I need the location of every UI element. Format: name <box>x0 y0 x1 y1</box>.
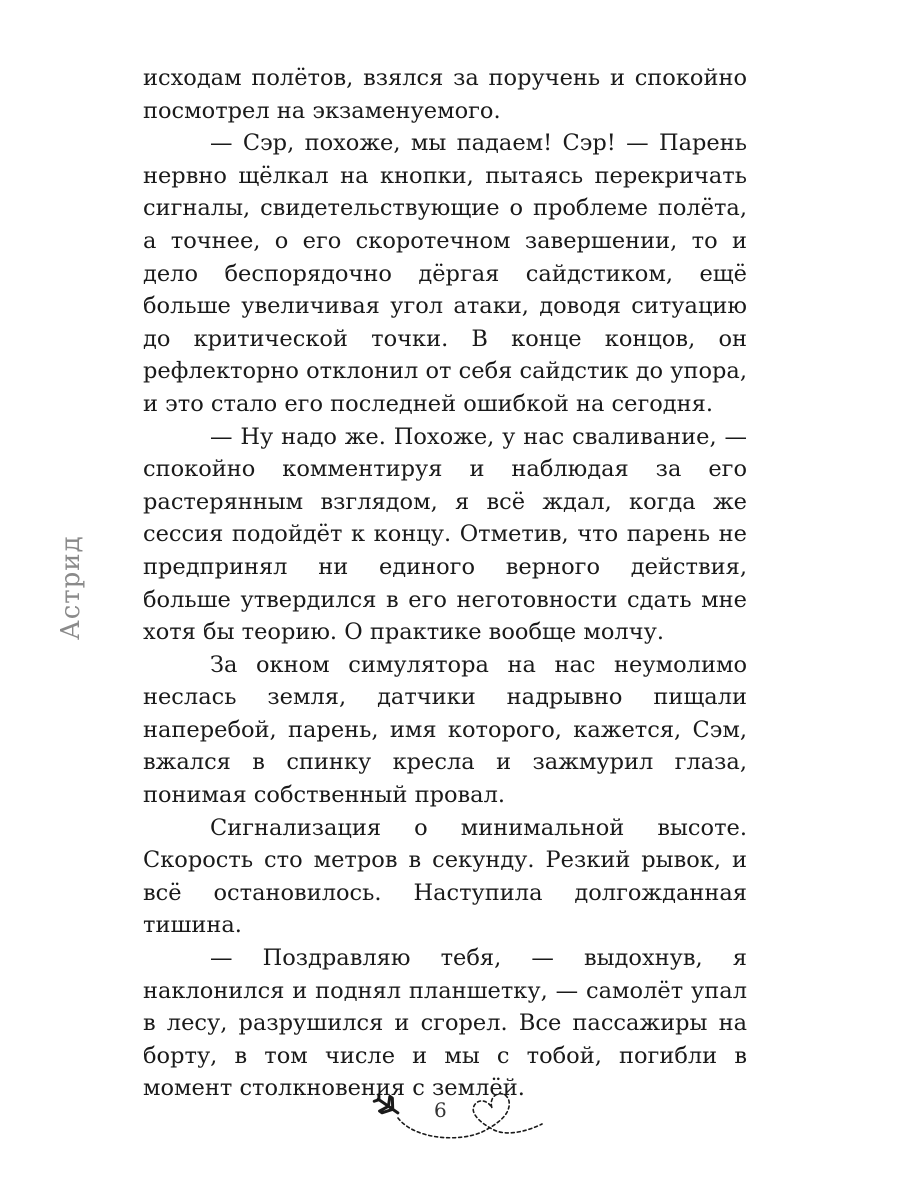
paragraph: За окном симулятора на нас неумолимо неслась земля, датчики надрывно пищали наперебой, парень, имя которого, кажется, Сэм, вжался в спинку кресла и зажмурил глаза, понимая собственный провал. <box>143 651 747 809</box>
running-head-title: Астрид <box>56 535 86 640</box>
airplane-icon <box>371 1091 403 1121</box>
paragraph: — Поздравляю тебя, — выдохнув, я наклонился и поднял планшетку, — самолёт упал в лесу, разрушился и сгорел. Все пассажиры на борту, в том числе и мы с тобой, погибли в момент столкновения с землёй. <box>143 945 747 1102</box>
airplane-heart-icon <box>370 1080 550 1150</box>
dashed-trail <box>398 1094 542 1138</box>
paragraph: — Сэр, похоже, мы падаем! Сэр! — Парень нервно щёлкал на кнопки, пытаясь перекричать сигналы, свидетельствующие о проблеме полёта, а точнее, о его скоротечном завершении, то и дело беспорядочно дёргая сайдстиком, ещё больше увеличивая угол атаки, доводя ситуацию до критической точки. В конце концов, он рефлекторно отклонил от себя сайдстик до упора, и это стало его последней ошибкой на сегодня. <box>143 130 747 417</box>
paragraph: исходам полётов, взялся за поручень и спокойно посмотрел на экзаменуемого. <box>143 65 747 124</box>
paragraph: — Ну надо же. Похоже, у нас сваливание, — спокойно комментируя и наблюдая за его растерянным взглядом, я всё ждал, когда же сессия подойдёт к концу. Отметив, что парень не предпринял ни единого верного действия, больше утвердился в его неготовности сдать мне хотя бы теорию. О практике вообще молчу. <box>143 423 747 646</box>
body-text <box>143 62 747 1105</box>
paragraph: Сигнализация о минимальной высоте. Скорость сто метров в секунду. Резкий рывок, и всё остановилось. Наступила долгожданная тишина. <box>143 814 747 939</box>
page-number: 6 <box>434 1098 447 1122</box>
